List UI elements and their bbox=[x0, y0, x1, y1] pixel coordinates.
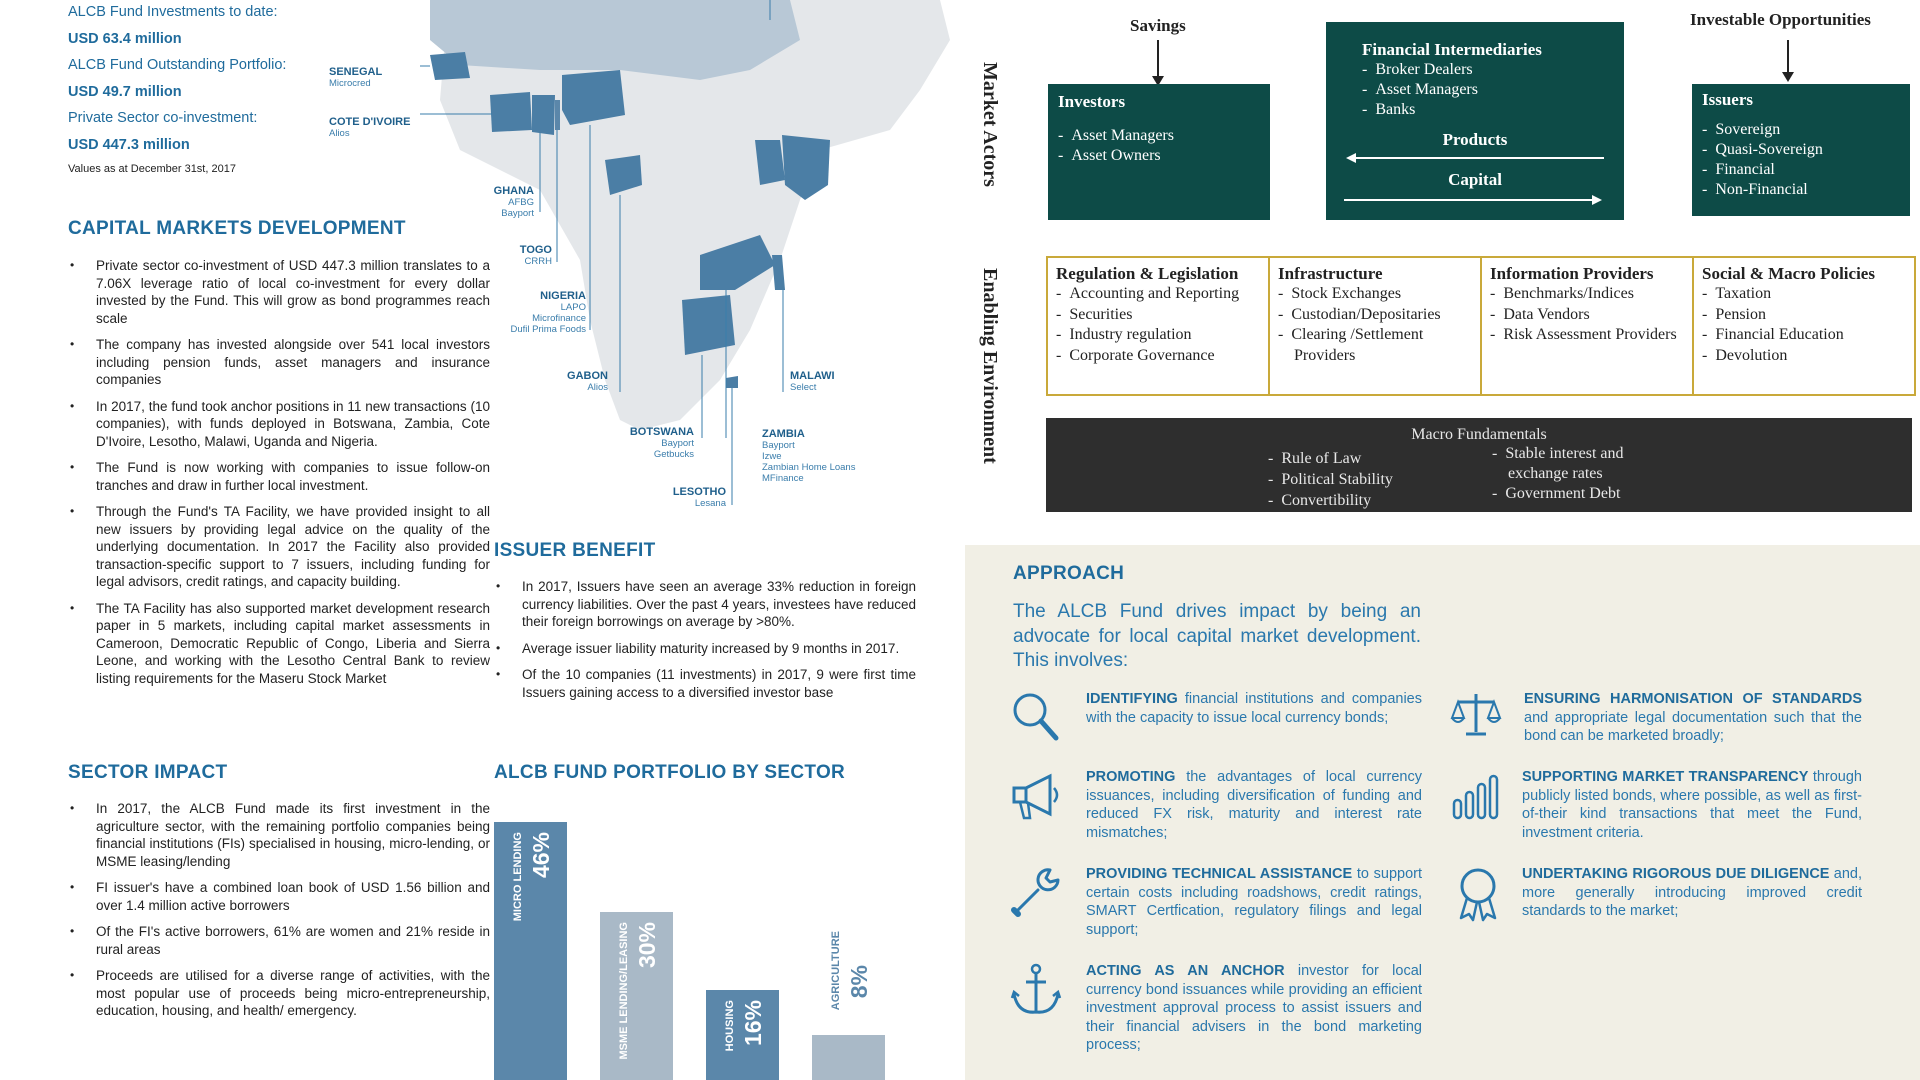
list-item: - Devolution bbox=[1702, 346, 1788, 364]
chart-value-label: 46% bbox=[528, 832, 554, 879]
chart-category-label: MSME LENDING/LEASING bbox=[618, 922, 630, 1060]
list-item: • Proceeds are utilised for a diverse range of activities, with the most popular use of proceeds being micro-entrepreneurship, education, housing, and health/ emergency. bbox=[96, 967, 490, 1020]
list-item: - Benchmarks/Indices bbox=[1490, 285, 1634, 302]
issuer-benefit-heading: ISSUER BENEFIT bbox=[494, 540, 656, 561]
down-arrows bbox=[0, 0, 1920, 90]
issuers-box bbox=[1692, 84, 1910, 216]
intermediaries-box bbox=[1326, 22, 1624, 220]
bar-chart-icon bbox=[1450, 772, 1502, 822]
issuers-title: Issuers bbox=[1702, 90, 1754, 109]
list-item: - Sovereign bbox=[1702, 121, 1781, 138]
intermediaries-title: Financial Intermediaries bbox=[1362, 40, 1542, 59]
list-item: • Private sector co-investment of USD 447.3 million translates to a 7.06X leverage ratio of local co-investment for every dollar invested by the Fund. This will grow as bond programmes reach scale bbox=[96, 257, 490, 327]
map-label-zambia: ZAMBIA Bayport Izwe Zambian Home Loans MFinance bbox=[762, 428, 856, 484]
chart-title: ALCB FUND PORTFOLIO BY SECTOR bbox=[494, 762, 846, 783]
list-item: - Industry regulation bbox=[1056, 326, 1192, 343]
coinvest-label: Private Sector co-investment: bbox=[68, 110, 258, 126]
chart-value-label: 30% bbox=[634, 922, 660, 969]
coinvest-value: USD 447.3 million bbox=[68, 137, 190, 153]
list-item: • In 2017, the fund took anchor positions in 11 new transactions (10 companies), with funds deployed in Botswana, Zambia, Cote D'Ivoire, Lesotho, Malawi, Uganda and Nigeria. bbox=[96, 398, 490, 451]
list-item: - Quasi-Sovereign bbox=[1702, 141, 1823, 158]
map-label-senegal: SENEGAL Microcred bbox=[329, 66, 383, 89]
list-item: - Asset Managers bbox=[1362, 81, 1478, 98]
outstanding-label: ALCB Fund Outstanding Portfolio: bbox=[68, 57, 287, 73]
map-label-malawi: MALAWI Select bbox=[790, 370, 835, 393]
map-label-gabon: GABON Alios bbox=[567, 370, 608, 393]
list-item: - Rule of Law bbox=[1268, 450, 1362, 467]
investors-box bbox=[1048, 84, 1270, 220]
savings-label: Savings bbox=[1130, 16, 1186, 35]
approach-heading: APPROACH bbox=[1013, 563, 1125, 584]
approach-item-diligence: UNDERTAKING RIGOROUS DUE DILIGENCE and, more generally introducing improved credit standards to the market; bbox=[1522, 866, 1862, 919]
list-item: • Average issuer liability maturity increased by 9 months in 2017. bbox=[522, 640, 916, 658]
list-item: • The TA Facility has also supported market development research paper in 5 markets, including capital market assessments in Cameroon, Democratic Republic of Congo, Liberia and Sierra Leone, and working with the Lesotho Central Bank to review listing requirements for the Maseru Stock Market bbox=[96, 600, 490, 688]
east-shape bbox=[755, 140, 785, 185]
issuer-benefit-list bbox=[494, 578, 916, 710]
list-item: - Corporate Governance bbox=[1056, 346, 1215, 364]
approach-item-harmonisation: ENSURING HARMONISATION OF STANDARDS and appropriate legal documentation such that the bond can be marketed broadly; bbox=[1524, 691, 1862, 744]
regulation-col: Regulation & Legislation - Accounting and Reporting - Securities - Industry regulation - Corporate Governance bbox=[1048, 258, 1270, 394]
approach-item-technical: PROVIDING TECHNICAL ASSISTANCE to support certain costs including roadshows, credit ratings, SMART Certfication, regulatory filings and legal support; bbox=[1086, 866, 1423, 938]
values-note: Values as at December 31st, 2017 bbox=[68, 163, 236, 175]
list-item: • Of the FI's active borrowers, 61% are women and 21% reside in rural areas bbox=[96, 923, 490, 958]
wrench-icon bbox=[1010, 866, 1062, 918]
approach-item-identifying: IDENTIFYING financial institutions and companies with the capacity to issue local currency bonds; bbox=[1086, 691, 1422, 726]
list-item: - Clearing /Settlement Providers bbox=[1278, 326, 1424, 364]
sector-impact-heading: SECTOR IMPACT bbox=[68, 762, 228, 783]
list-item: • FI issuer's have a combined loan book of USD 1.56 billion and over 1.4 million active borrowers bbox=[96, 879, 490, 914]
malawi-shape bbox=[772, 255, 785, 290]
chart-category-label: MICRO LENDING bbox=[512, 832, 524, 922]
chart-bar bbox=[812, 1035, 885, 1080]
map-label-togo: TOGO CRRH bbox=[519, 244, 552, 267]
approach-item-transparency: SUPPORTING MARKET TRANSPARENCY through publicly listed bonds, where possible, as well as first-of-their kind transactions that meet the Fund, investment criteria. bbox=[1522, 769, 1862, 841]
lesotho-shape bbox=[726, 376, 738, 388]
approach-item-promoting: PROMOTING the advantages of local currency issuances, including diversification of funding and reduced FX risk, maturity and interest rate mismatches; bbox=[1086, 769, 1422, 841]
market-actors-label: Market Actors bbox=[979, 62, 1001, 187]
approach-intro: The ALCB Fund drives impact by being an advocate for local capital market development. This involves: bbox=[1013, 601, 1421, 671]
list-item: - Custodian/Depositaries bbox=[1278, 305, 1441, 323]
ghana-shape bbox=[532, 95, 555, 135]
chart-value-label: 8% bbox=[846, 965, 872, 999]
products-arrowhead bbox=[1346, 153, 1356, 163]
list-item: - Pension bbox=[1702, 305, 1766, 323]
flow-arrows bbox=[1326, 22, 1624, 220]
list-item: - Stable interest and exchange rates bbox=[1492, 445, 1624, 482]
products-label: Products bbox=[1442, 130, 1508, 149]
magnifier-icon bbox=[1010, 690, 1060, 742]
investments-value: USD 63.4 million bbox=[68, 31, 182, 47]
map-label-ghana: GHANA AFBG Bayport bbox=[493, 185, 534, 219]
list-item: - Broker Dealers bbox=[1362, 61, 1473, 78]
list-item: - Data Vendors bbox=[1490, 305, 1590, 323]
list-item: - Banks bbox=[1362, 101, 1416, 118]
portfolio-chart bbox=[494, 800, 894, 1080]
macro-right bbox=[1492, 444, 1662, 504]
list-item: - Risk Assessment Providers bbox=[1490, 326, 1677, 343]
map-label-nigeria: NIGERIA LAPO Microfinance Dufil Prima Foods bbox=[510, 290, 586, 335]
list-item: - Securities bbox=[1056, 305, 1133, 323]
approach-item-anchor: ACTING AS AN ANCHOR investor for local currency bond issuances while providing an efficient investment approval process to assist issuers and their financial advisers in the bond marketing process; bbox=[1086, 963, 1422, 1053]
map-label-lesotho: LESOTHO Lesana bbox=[672, 486, 726, 509]
list-item: - Political Stability bbox=[1268, 471, 1393, 488]
list-item: • The company has invested alongside over 541 local investors including pension funds, asset managers and insurance companies bbox=[96, 336, 490, 389]
infrastructure-col: Infrastructure - Stock Exchanges - Custodian/Depositaries - Clearing /Settlement Providers bbox=[1270, 258, 1482, 394]
cote-shape bbox=[490, 92, 532, 132]
info-providers-col: Information Providers - Benchmarks/Indices - Data Vendors - Risk Assessment Providers bbox=[1482, 258, 1694, 394]
chart-category-label: HOUSING bbox=[724, 1000, 736, 1052]
capital-arrowhead bbox=[1592, 195, 1602, 205]
anchor-icon bbox=[1010, 962, 1062, 1018]
macro-title: Macro Fundamentals bbox=[1411, 426, 1547, 443]
investable-arrowhead bbox=[1782, 72, 1794, 82]
togo-shape bbox=[555, 100, 560, 130]
macro-left bbox=[1268, 448, 1393, 511]
capital-label: Capital bbox=[1448, 170, 1502, 189]
enabling-label: Enabling Environment bbox=[979, 268, 1001, 464]
capital-markets-heading: CAPITAL MARKETS DEVELOPMENT bbox=[68, 218, 406, 239]
list-item: - Government Debt bbox=[1492, 485, 1621, 502]
list-item: - Taxation bbox=[1702, 285, 1772, 302]
map-label-botswana: BOTSWANA Bayport Getbucks bbox=[629, 426, 694, 460]
investable-label: Investable Opportunities bbox=[1690, 10, 1871, 29]
chart-category-label: AGRICULTURE bbox=[830, 931, 842, 1011]
list-item: - Stock Exchanges bbox=[1278, 285, 1402, 302]
list-item: - Non-Financial bbox=[1702, 181, 1808, 198]
chart-value-label: 16% bbox=[740, 1000, 766, 1047]
investors-title: Investors bbox=[1058, 92, 1126, 111]
list-item: • In 2017, Issuers have seen an average 33% reduction in foreign currency liabilities. Over the past 4 years, investees have reduced their foreign borrowings on average by >80%. bbox=[522, 578, 916, 631]
award-ribbon-icon bbox=[1455, 866, 1501, 922]
list-item: - Financial Education bbox=[1702, 326, 1844, 343]
list-item: • In 2017, the ALCB Fund made its first investment in the agriculture sector, with the remaining portfolio companies being financial institutions (FIs) specialised in housing, micro-lending, or MSME leasing/lending bbox=[96, 800, 490, 870]
list-item: - Asset Owners bbox=[1058, 147, 1161, 164]
map-label-cote: COTE D'IVOIRE Alios bbox=[329, 116, 411, 139]
scales-icon bbox=[1450, 690, 1502, 740]
list-item: • Of the 10 companies (11 investments) in 2017, 9 were first time Issuers gaining access to a diversified investor base bbox=[522, 666, 916, 701]
social-col: Social & Macro Policies - Taxation - Pension - Financial Education - Devolution bbox=[1694, 258, 1910, 394]
macro-box bbox=[1046, 418, 1912, 512]
list-item: - Accounting and Reporting bbox=[1056, 285, 1240, 302]
sector-impact-list bbox=[68, 800, 490, 1029]
list-item: - Financial bbox=[1702, 161, 1775, 178]
megaphone-icon bbox=[1010, 772, 1062, 822]
enabling-box bbox=[1046, 256, 1916, 396]
list-item: - Asset Managers bbox=[1058, 127, 1174, 144]
outstanding-value: USD 49.7 million bbox=[68, 84, 182, 100]
investments-label: ALCB Fund Investments to date: bbox=[68, 4, 278, 20]
list-item: - Convertibility bbox=[1268, 492, 1372, 509]
list-item: • Through the Fund's TA Facility, we have provided insight to all new issuers by providing legal advice on the quality of the underlying documentation. In 2017 the Facility also provided transaction-specific support to 7 issuers, including funding for legal advisors, credit ratings, and capacity building. bbox=[96, 503, 490, 591]
list-item: • The Fund is now working with companies to issue follow-on tranches and draw in further local investment. bbox=[96, 459, 490, 494]
botswana-shape bbox=[682, 295, 735, 355]
